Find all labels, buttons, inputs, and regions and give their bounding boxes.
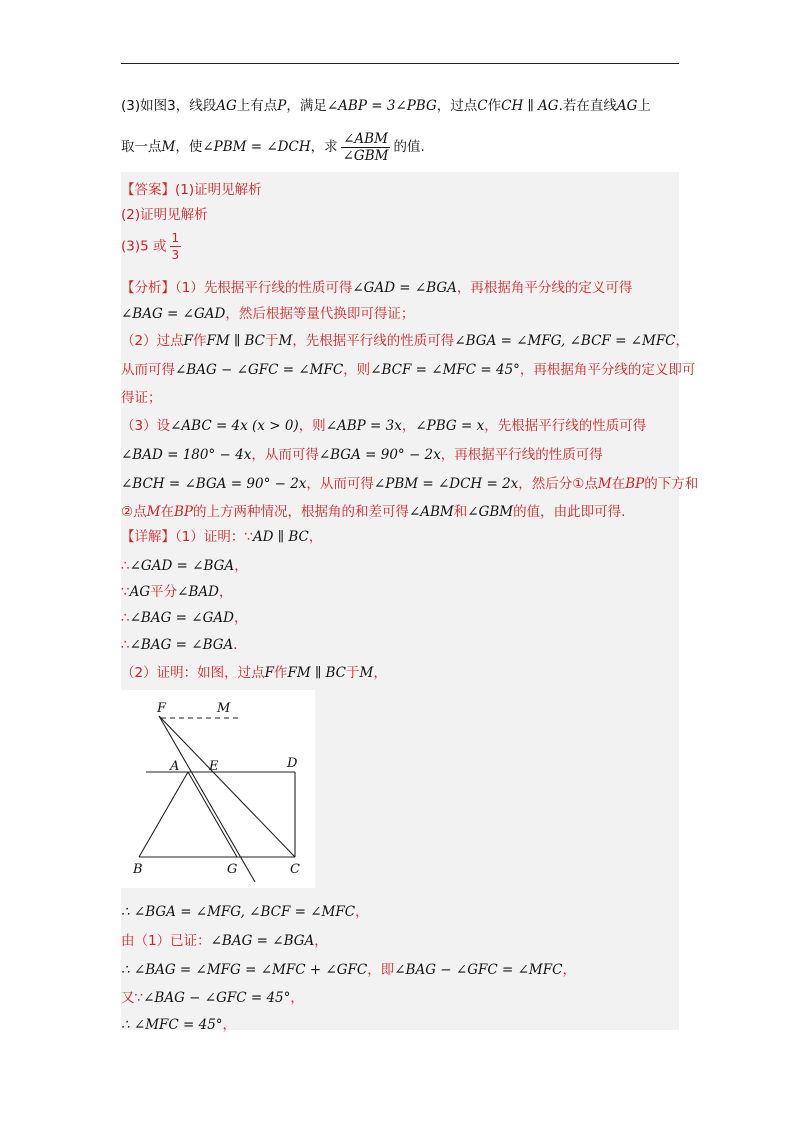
answer-fraction-denominator: 3	[171, 248, 180, 262]
detail-math: ∠BAD	[177, 584, 219, 600]
detail-line-5	[121, 633, 247, 653]
q-math: CH ∥ AG	[501, 98, 559, 114]
q-math: ∠PBM = ∠DCH	[202, 139, 311, 155]
detail-text: ，	[355, 904, 369, 920]
detail-text: ，	[234, 558, 248, 574]
detail-text: 平分	[150, 584, 178, 600]
detail-text: ∴	[121, 610, 130, 626]
analysis-math: M	[597, 476, 612, 492]
label-C: C	[290, 862, 300, 877]
analysis-text: ，先根据平行线的性质可得	[292, 333, 455, 349]
detail-line-6	[121, 661, 387, 681]
analysis-text: ，再根据平行线的性质可得	[440, 447, 603, 463]
analysis-text: ，然后根据等量代换即可得证；	[225, 306, 415, 322]
answer-text: (1)证明见解析	[175, 182, 262, 198]
detail-text: ．	[233, 637, 247, 653]
detail-text: ，	[373, 665, 387, 681]
answer-text: (3)5 或	[121, 238, 167, 255]
detail-math: ∠BAG − ∠GFC = 45°	[143, 990, 291, 1006]
q-fraction-denominator: ∠GBM	[342, 147, 389, 164]
analysis-math: FM ∥ BC	[206, 333, 265, 349]
label-A: A	[170, 759, 180, 774]
analysis-text: 的值，由此即可得.	[513, 504, 626, 520]
analysis-math: ∠BGA = 90° − 2x	[318, 447, 441, 463]
detail-text: 由（1）已证：	[121, 933, 211, 949]
analysis-text: ，从而可得	[306, 476, 374, 492]
q-text: ，求	[310, 139, 338, 155]
analysis-text: ，再根据角平分线的定义即可	[519, 362, 696, 378]
q-text: 的值.	[393, 139, 425, 155]
analysis-text: 的上方两种情况，根据角的和差可得	[192, 504, 409, 520]
analysis-math: BP	[625, 476, 645, 492]
answer-fraction-numerator: 1	[171, 231, 180, 245]
detail-tag: 【详解】	[121, 529, 175, 545]
geometry-figure	[121, 690, 315, 888]
detail-math: ∠GAD = ∠BGA	[129, 558, 235, 574]
detail-text: ，	[314, 933, 328, 949]
detail-text: 作	[273, 665, 288, 681]
analysis-math: ∠PBG = x	[415, 418, 485, 434]
detail-math: ∠BAG = ∠BGA	[210, 933, 315, 949]
figure-svg	[121, 690, 315, 888]
detail-line-2	[121, 554, 248, 574]
q-math: C	[477, 98, 488, 114]
analysis-text: 的下方和	[644, 476, 699, 492]
detail-text: ∴	[121, 558, 130, 574]
analysis-math: ∠BAD = 180° − 4x	[121, 447, 252, 463]
analysis-text: （2）过点	[121, 333, 184, 349]
detail-text: ，	[233, 610, 248, 626]
analysis-text: ，再根据角平分线的定义可得	[456, 280, 633, 296]
detail-text: 又∵	[121, 990, 144, 1006]
detail-line-4	[121, 606, 247, 626]
detail-text: ∵	[121, 584, 130, 600]
q-text: 作	[487, 98, 502, 114]
q-fraction-numerator: ∠ABM	[343, 130, 388, 147]
question-line-2	[121, 130, 425, 164]
analysis-math: ∠BCH = ∠BGA = 90° − 2x	[121, 476, 307, 492]
analysis-math: ∠BCF = ∠MFC = 45°	[370, 362, 520, 378]
analysis-line-8	[121, 472, 698, 492]
q-text: (3)如图3，线段	[121, 98, 217, 114]
detail-line-7	[121, 900, 369, 920]
analysis-text: ，然后分①点	[518, 476, 598, 492]
q-text: ，过点	[436, 98, 478, 114]
q-text: ，使	[175, 139, 203, 155]
analysis-line-3	[121, 329, 689, 349]
analysis-line-2	[121, 302, 414, 322]
analysis-text: ，先根据平行线的性质可得	[484, 418, 647, 434]
detail-math: ∠BAG = ∠BGA	[129, 637, 234, 653]
analysis-text: ，则	[343, 362, 371, 378]
analysis-math: ∠BAG − ∠GFC = ∠MFC	[175, 362, 344, 378]
answer-tag: 【答案】	[121, 182, 175, 198]
question-line-1	[121, 95, 651, 117]
analysis-math: ∠ABM	[408, 504, 454, 520]
analysis-math: ∠GAD = ∠BGA	[352, 280, 457, 296]
analysis-text: 于	[264, 333, 279, 349]
analysis-text: 在	[160, 504, 174, 520]
analysis-text: ，	[675, 333, 690, 349]
label-G: G	[227, 862, 238, 877]
analysis-text: （3）设	[121, 418, 171, 434]
analysis-text: 作	[192, 333, 207, 349]
analysis-math: BP	[173, 504, 193, 520]
detail-text: ，	[218, 584, 233, 600]
analysis-math: ∠BGA = ∠MFG, ∠BCF = ∠MFC	[454, 333, 676, 349]
analysis-text: ，则	[298, 418, 326, 434]
q-math: ∠ABP = 3∠PBG	[326, 98, 437, 114]
q-text: 上	[637, 98, 651, 114]
detail-text: ∴	[121, 637, 130, 653]
detail-math: ∠BAG = ∠GAD	[129, 610, 234, 626]
detail-text: 于	[345, 665, 360, 681]
analysis-math: ∠BAG = ∠GAD	[121, 306, 226, 322]
detail-text: ，	[562, 962, 576, 978]
label-B: B	[133, 862, 143, 877]
analysis-math: ∠GBM	[467, 504, 514, 520]
analysis-text: 在	[611, 476, 626, 492]
answer-text: (2)证明见解析	[121, 207, 208, 223]
analysis-line-4	[121, 358, 695, 378]
q-math: AG	[216, 98, 237, 114]
detail-math: M	[359, 665, 374, 681]
analysis-text: ②点	[121, 504, 147, 520]
analysis-line-6	[121, 414, 646, 434]
answer-fraction	[170, 230, 182, 263]
analysis-math: F	[183, 333, 193, 349]
detail-line-3	[121, 580, 232, 600]
label-E: E	[209, 759, 219, 774]
detail-text: ，	[308, 529, 323, 545]
detail-math: ∴ ∠BGA = ∠MFG, ∠BCF = ∠MFC	[121, 904, 356, 920]
analysis-text: ，	[401, 418, 416, 434]
segment-ba	[139, 772, 188, 857]
analysis-text: 得证；	[121, 390, 162, 406]
detail-math: AD ∥ BC	[252, 529, 309, 545]
detail-line-9	[121, 958, 576, 978]
detail-text: ，	[290, 990, 304, 1006]
detail-math: F	[264, 665, 274, 681]
answer-line-1	[121, 178, 262, 198]
detail-math: ∴ ∠MFC = 45°	[121, 1017, 223, 1033]
analysis-line-9	[121, 500, 625, 520]
analysis-text: （1）先根据平行线的性质可得	[175, 280, 353, 296]
detail-line-1	[121, 525, 322, 545]
detail-text: ，	[222, 1017, 237, 1033]
detail-math: FM ∥ BC	[287, 665, 346, 681]
detail-math: ∴ ∠BAG = ∠MFG = ∠MFC + ∠GFC	[121, 962, 368, 978]
label-F: F	[157, 701, 167, 716]
q-text: 取一点	[121, 139, 162, 155]
analysis-line-5	[121, 386, 162, 406]
analysis-text: 和	[453, 504, 468, 520]
q-text: ，满足	[286, 98, 327, 114]
analysis-math: M	[278, 333, 293, 349]
detail-math: ∠BAG − ∠GFC = ∠MFC	[394, 962, 563, 978]
q-text: 上有点	[236, 98, 278, 114]
q-math: M	[161, 139, 176, 155]
answer-line-3	[121, 230, 184, 263]
detail-line-10	[121, 986, 304, 1006]
analysis-text: 从而可得	[121, 362, 175, 378]
detail-text: （2）证明：如图，过点	[121, 665, 265, 681]
detail-line-8	[121, 929, 328, 949]
q-text: .若在直线	[558, 98, 617, 114]
detail-line-11	[121, 1013, 236, 1033]
q-fraction	[341, 131, 391, 164]
analysis-line-7	[121, 443, 603, 463]
segment-ag	[188, 772, 237, 857]
label-M: M	[217, 701, 231, 716]
label-D: D	[287, 756, 298, 771]
detail-math: AG	[129, 584, 151, 600]
analysis-text: ，从而可得	[251, 447, 319, 463]
analysis-tag: 【分析】	[121, 280, 175, 296]
q-math: P	[277, 98, 287, 114]
analysis-math: ∠ABP = 3x	[325, 418, 402, 434]
detail-text: （1）证明：∵	[175, 529, 253, 545]
analysis-math: M	[146, 504, 161, 520]
analysis-math: ∠ABC = 4x (x > 0)	[170, 418, 299, 434]
analysis-line-1	[121, 276, 632, 296]
answer-line-2	[121, 203, 208, 223]
header-rule	[121, 63, 679, 64]
q-math: AG	[616, 98, 638, 114]
detail-text: ，即	[367, 962, 395, 978]
analysis-math: ∠PBM = ∠DCH = 2x	[373, 476, 519, 492]
